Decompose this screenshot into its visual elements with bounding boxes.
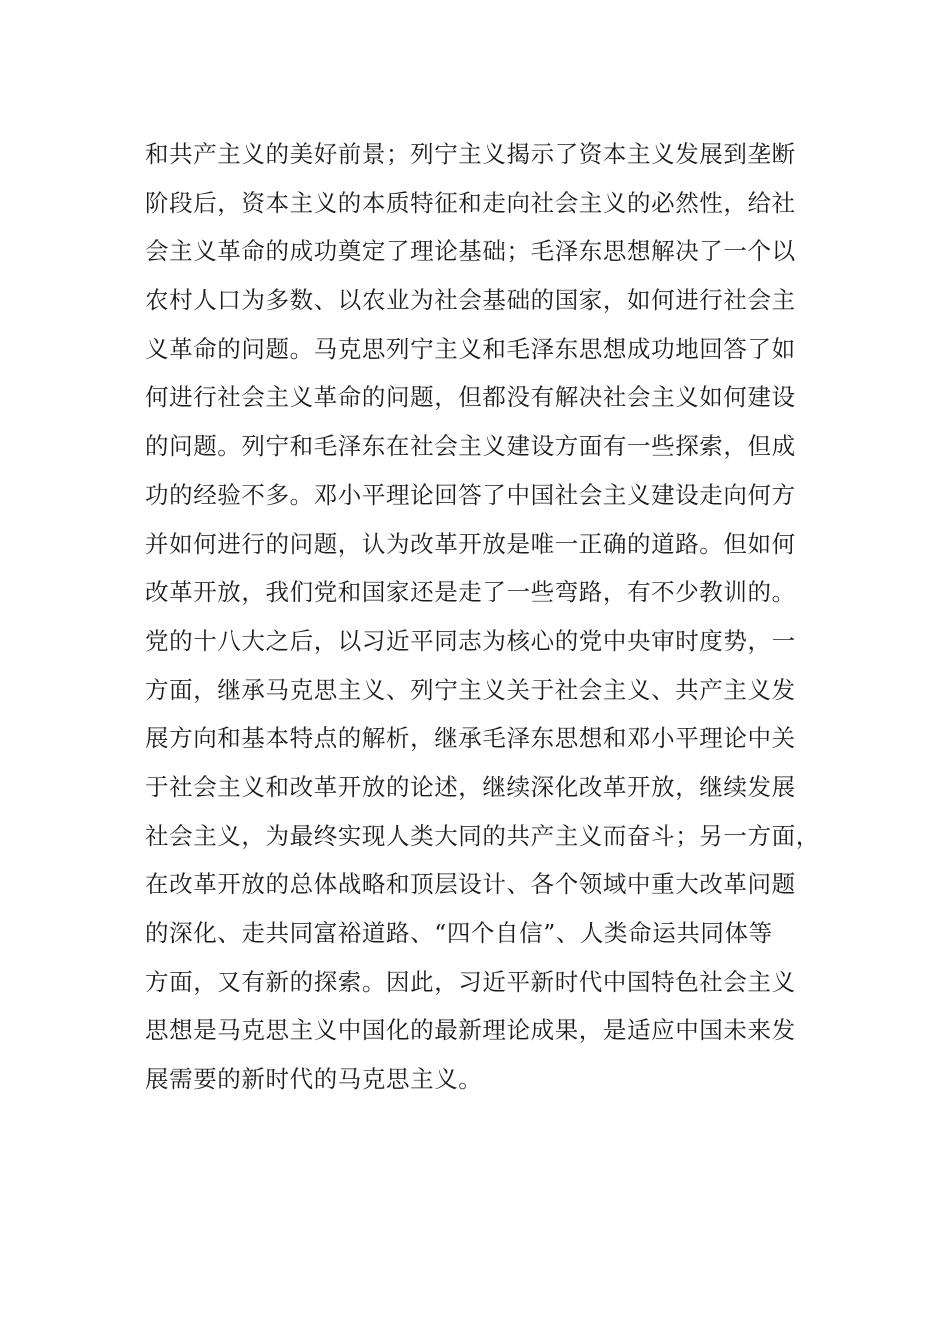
text-line: 阶段后，资本主义的本质特征和走向社会主义的必然性，给社 [145,188,796,217]
text-line: 思想是马克思主义中国化的最新理论成果，是适应中国未来发 [145,1016,796,1045]
text-line: 于社会主义和改革开放的论述，继续深化改革开放，继续发展 [145,772,796,801]
text-line: 农村人口为多数、以农业为社会基础的国家，如何进行社会主 [145,286,796,315]
text-line: 社会主义，为最终实现人类大同的共产主义而奋斗；另一方面， [145,821,820,850]
text-line: 并如何进行的问题，认为改革开放是唯一正确的道路。但如何 [145,529,796,558]
text-line: 方面，继承马克思主义、列宁主义关于社会主义、共产主义发 [145,675,796,704]
text-line: 的问题。列宁和毛泽东在社会主义建设方面有一些探索，但成 [145,432,796,461]
text-line: 何进行社会主义革命的问题，但都没有解决社会主义如何建设 [145,383,796,412]
text-line: 义革命的问题。马克思列宁主义和毛泽东思想成功地回答了如 [145,334,796,363]
text-line: 改革开放，我们党和国家还是走了一些弯路，有不少教训的。 [145,578,796,607]
text-line: 的深化、走共同富裕道路、“四个自信”、人类命运共同体等 [145,919,773,947]
text-line: 展需要的新时代的马克思主义。 [145,1065,483,1094]
text-line: 功的经验不多。邓小平理论回答了中国社会主义建设走向何方 [145,480,796,509]
text-line: 党的十八大之后，以习近平同志为核心的党中央审时度势，一 [145,626,796,655]
text-line: 方面，又有新的探索。因此，习近平新时代中国特色社会主义 [145,967,796,996]
text-line: 和共产主义的美好前景；列宁主义揭示了资本主义发展到垄断 [145,140,796,168]
text-line: 展方向和基本特点的解析，继承毛泽东思想和邓小平理论中关 [145,724,796,753]
body-paragraph [145,130,825,1104]
text-line: 会主义革命的成功奠定了理论基础；毛泽东思想解决了一个以 [145,237,796,266]
text-line: 在改革开放的总体战略和顶层设计、各个领域中重大改革问题 [145,870,796,899]
